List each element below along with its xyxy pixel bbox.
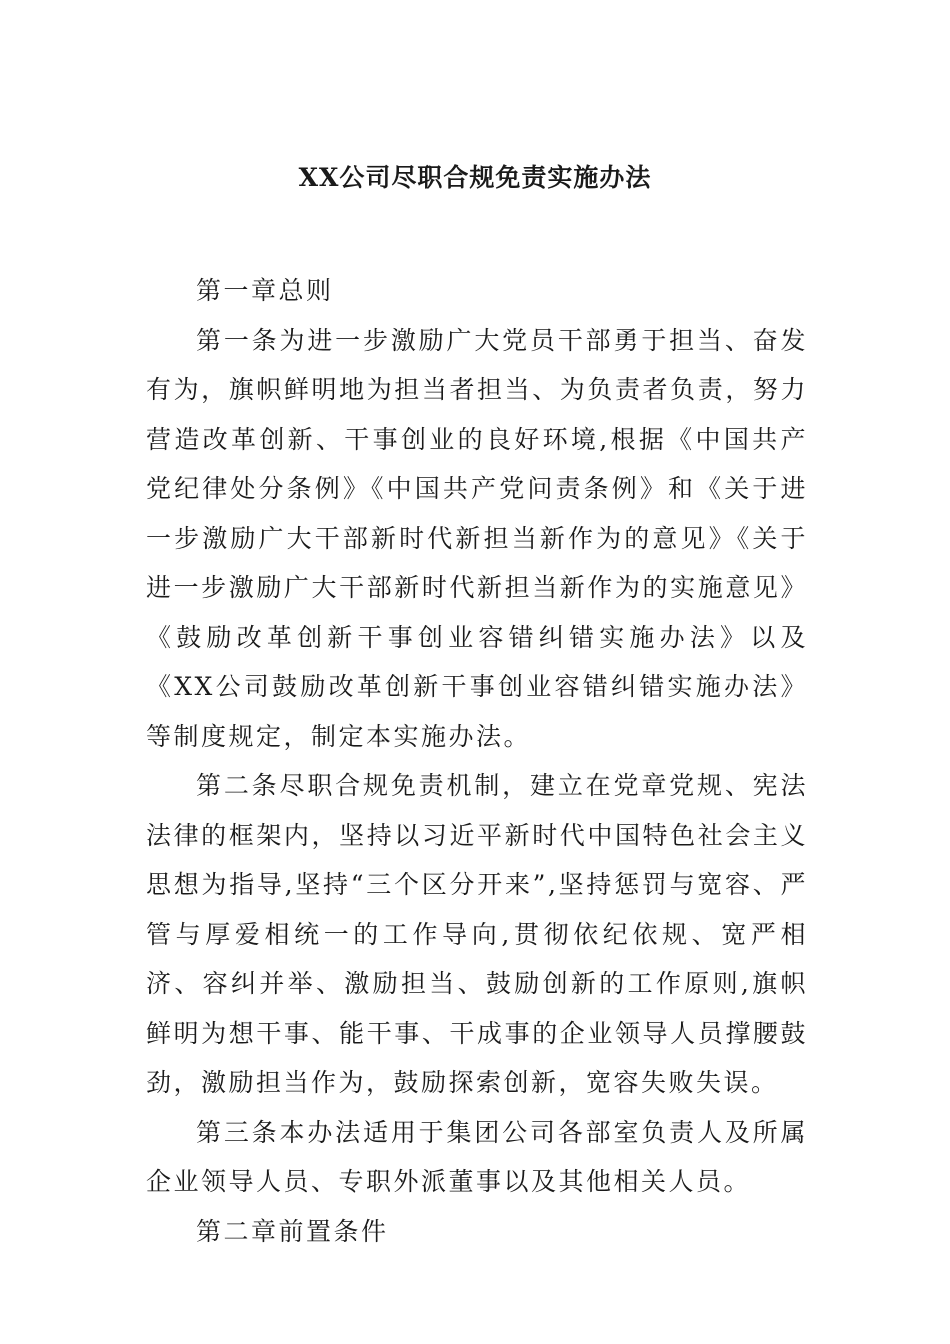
- article-1: 第一条为进一步激励广大党员干部勇于担当、奋发有为，旗帜鲜明地为担当者担当、为负责者负责，努力营造改革创新、干事创业的良好环境,根据《中国共产党纪律处分条例》《中国共产党问责条例》和《关于进一步激励广大干部新时代新担当新作为的意见》《关于进一步激励广大干部新时代新担当新作为的实施意见》《鼓励改革创新干事创业容错纠错实施办法》以及《XX公司鼓励改革创新干事创业容错纠错实施办法》等制度规定，制定本实施办法。: [146, 325, 808, 751]
- chapter-heading-1: 第一章总则: [196, 276, 334, 305]
- document-title: XX公司尽职合规免责实施办法: [298, 163, 652, 192]
- document-body: [146, 266, 808, 1256]
- article-3: 第三条本办法适用于集团公司各部室负责人及所属企业领导人员、专职外派董事以及其他相关人员。: [146, 1117, 808, 1196]
- chapter-heading-2: 第二章前置条件: [196, 1216, 389, 1246]
- article-2: 第二条尽职合规免责机制，建立在党章党规、宪法法律的框架内，坚持以习近平新时代中国特色社会主义思想为指导,坚持“三个区分开来”,坚持惩罚与宽容、严管与厚爱相统一的工作导向,贯彻依纪依规、宽严相济、容纠并举、激励担当、鼓励创新的工作原则,旗帜鲜明为想干事、能干事、干成事的企业领导人员撑腰鼓劲，激励担当作为，鼓励探索创新，宽容失败失误。: [146, 771, 808, 1097]
